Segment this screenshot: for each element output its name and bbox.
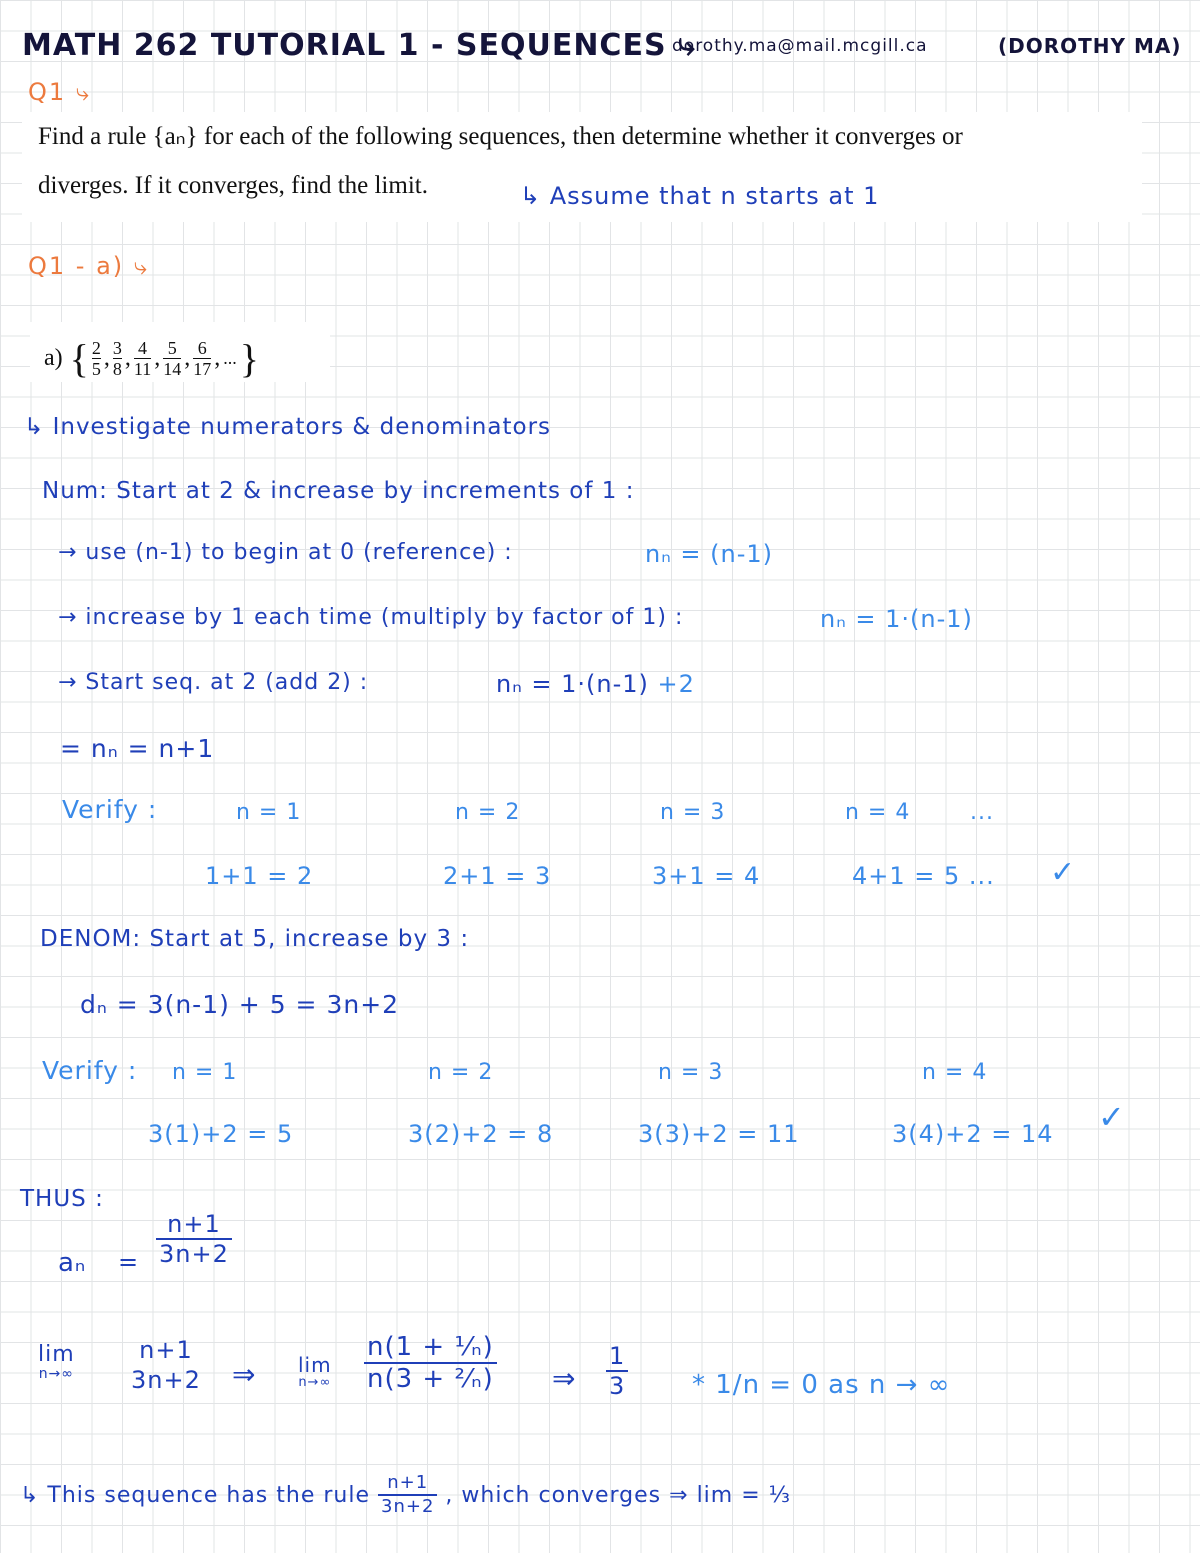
assumption-note: ↳ Assume that n starts at 1	[520, 182, 880, 210]
den-verify-calc4: 3(4)+2 = 14	[892, 1120, 1054, 1148]
num-verify-calc3: 3+1 = 4	[652, 862, 761, 890]
den-verify-n2: n = 2	[428, 1060, 494, 1085]
limit-note: * 1/n = 0 as n → ∞	[692, 1370, 951, 1400]
equals-sign: =	[118, 1248, 140, 1276]
verify-label-num: Verify :	[62, 795, 158, 824]
step-3-add: +2	[657, 670, 695, 698]
num-verify-n1: n = 1	[236, 800, 302, 825]
limit-2-fraction: $\frac{\text{n(1 + ¹⁄ₙ)}}{\text{n(3 + ²⁄ₙ)}}$	[364, 1334, 497, 1392]
num-verify-calc1: 1+1 = 2	[205, 862, 314, 890]
den-verify-calc2: 3(2)+2 = 8	[408, 1120, 554, 1148]
limit-1-fraction: n+1 3n+2	[131, 1336, 201, 1394]
num-verify-n2: n = 2	[455, 800, 521, 825]
seq-term-1: 2 5	[91, 337, 101, 379]
num-verify-n3: n = 3	[660, 800, 726, 825]
den-verify-n3: n = 3	[658, 1060, 724, 1085]
num-verify-ellipsis: ...	[970, 800, 994, 825]
check-mark-icon-2: ✓	[1098, 1098, 1126, 1136]
an-label: aₙ	[58, 1248, 87, 1278]
denominator-heading: DENOM: Start at 5, increase by 3 :	[40, 926, 470, 952]
implies-arrow-2: ⇒	[552, 1362, 577, 1395]
rule-fraction	[156, 1212, 232, 1266]
step-2-formula: nₙ = 1·(n-1)	[820, 605, 973, 633]
seq-term-4: 5 14	[163, 337, 182, 379]
seq-term-5: 6 17	[193, 337, 212, 379]
num-verify-n4: n = 4	[845, 800, 911, 825]
den-verify-calc1: 3(1)+2 = 5	[148, 1120, 294, 1148]
step-3-formula: nₙ = 1·(n-1) +2	[496, 670, 695, 698]
limit-value-fraction: $\frac{1}{3}$	[606, 1344, 628, 1398]
implies-arrow-1: ⇒	[232, 1358, 257, 1391]
conclusion-rule: $\frac{n+1}{3n+2}$	[378, 1474, 437, 1516]
step-1-text: → use (n-1) to begin at 0 (reference) :	[58, 540, 513, 565]
numerator-result: = nₙ = n+1	[60, 734, 215, 763]
num-verify-calc4: 4+1 = 5 ...	[852, 862, 995, 890]
brace-close: }	[239, 336, 259, 381]
sequence-a: a) { 2 5 , 3 8 , 4 11 , 5 14 , 6 17 , ... }	[44, 336, 259, 381]
rule-numerator: n+1	[167, 1210, 221, 1238]
author-email: dorothy.ma@mail.mcgill.ca	[672, 36, 928, 56]
limit-1-label: lim n→∞	[38, 1342, 75, 1383]
conclusion-post: , which converges ⇒ lim = ⅓	[445, 1482, 791, 1508]
conclusion	[20, 1474, 791, 1516]
verify-label-denom: Verify :	[42, 1056, 138, 1085]
seq-term-3: 4 11	[133, 337, 152, 379]
investigate-note: ↳ Investigate numerators & denominators	[24, 414, 552, 440]
limit-2-label: lim n→∞	[298, 1353, 332, 1390]
question-line-2: diverges. If it converges, find the limit.	[38, 172, 428, 199]
author-name: (DOROTHY MA)	[998, 34, 1182, 58]
conclusion-pre: ↳ This sequence has the rule	[20, 1482, 370, 1508]
step-1-formula: nₙ = (n-1)	[645, 540, 774, 568]
part-label: a)	[44, 345, 63, 371]
den-verify-n4: n = 4	[922, 1060, 988, 1085]
numerator-heading: Num: Start at 2 & increase by increments of 1 :	[42, 478, 635, 504]
step-3-text: → Start seq. at 2 (add 2) :	[58, 670, 369, 695]
seq-term-2: 3 8	[112, 337, 122, 379]
seq-ellipsis: ...	[223, 348, 237, 368]
q1a-label: Q1 - a) ⤷	[28, 252, 150, 280]
denominator-formula: dₙ = 3(n-1) + 5 = 3n+2	[80, 990, 400, 1019]
q1-label: Q1 ⤷	[28, 78, 92, 106]
rule-denominator: 3n+2	[156, 1238, 232, 1266]
brace-open: {	[69, 336, 89, 381]
den-verify-n1: n = 1	[172, 1060, 238, 1085]
step-2-text: → increase by 1 each time (multiply by factor of 1) :	[58, 605, 684, 630]
page-title: MATH 262 TUTORIAL 1 - SEQUENCES ⤷	[22, 28, 696, 63]
num-verify-calc2: 2+1 = 3	[443, 862, 552, 890]
question-line-1: Find a rule {aₙ} for each of the following sequences, then determine whether it converges or	[38, 123, 963, 150]
thus-label: THUS :	[20, 1186, 104, 1212]
check-mark-icon: ✓	[1050, 855, 1077, 890]
den-verify-calc3: 3(3)+2 = 11	[638, 1120, 800, 1148]
